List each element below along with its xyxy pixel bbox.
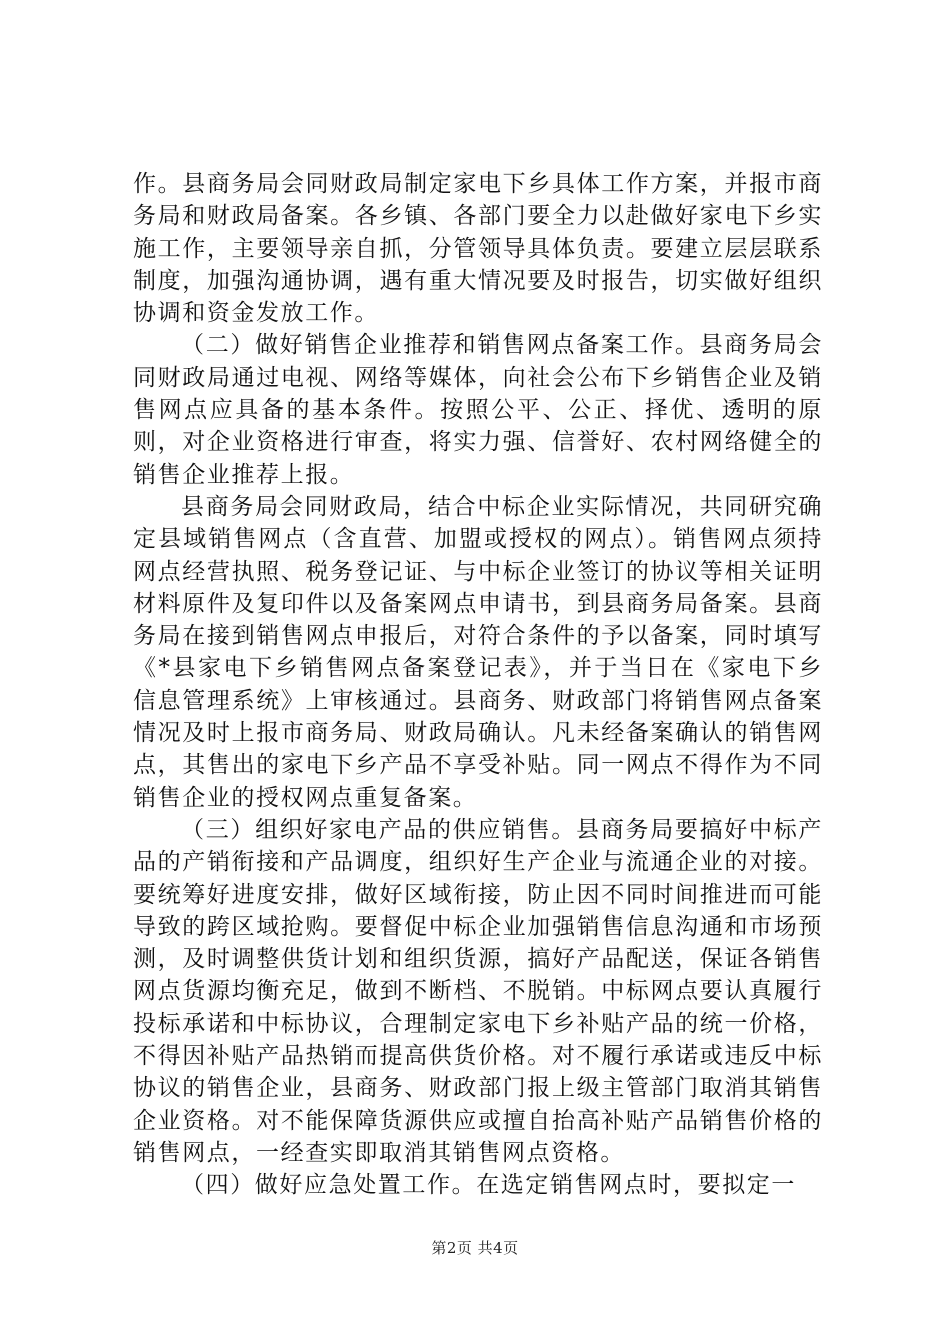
paragraph-5: （四）做好应急处置工作。在选定销售网点时，要拟定一 <box>181 1172 796 1199</box>
page-footer: 第2页 共4页 <box>431 1239 519 1257</box>
paragraph-4: （三）组织好家电产品的供应销售。县商务局要搞好中标产品的产销衔接和产品调度，组织好生产企业与流通企业的对接。要统筹好进度安排，做好区域衔接，防止因不同时间推进而可能导致的跨区域抢购。要督促中标企业加强销售信息沟通和市场预测，及时调整供货计划和组织货源，搞好产品配送，保证各销售网点货源均衡充足，做到不断档、不脱销。中标网点要认真履行投标承诺和中标协议，合理制定家电下乡补贴产品的统一价格，不得因补贴产品热销而提高供货价格。对不履行承诺或违反中标协议的销售企业，县商务、财政部门报上级主管部门取消其销售企业资格。对不能保障货源供应或擅自抬高补贴产品销售价格的销售网点，一经查实即取消其销售网点资格。 <box>133 816 823 1166</box>
document-body <box>133 168 823 1202</box>
paragraph-2: （二）做好销售企业推荐和销售网点备案工作。县商务局会同财政局通过电视、网络等媒体，向社会公布下乡销售企业及销售网点应具备的基本条件。按照公平、公正、择优、透明的原则，对企业资格进行审查，将实力强、信誉好、农村网络健全的销售企业推荐上报。 <box>133 332 823 488</box>
paragraph-1: 作。县商务局会同财政局制定家电下乡具体工作方案，并报市商务局和财政局备案。各乡镇、各部门要全力以赴做好家电下乡实施工作，主要领导亲自抓，分管领导具体负责。要建立层层联系制度，加强沟通协调，遇有重大情况要及时报告，切实做好组织协调和资金发放工作。 <box>133 171 823 327</box>
paragraph-3: 县商务局会同财政局，结合中标企业实际情况，共同研究确定县域销售网点（含直营、加盟或授权的网点）。销售网点须持网点经营执照、税务登记证、与中标企业签订的协议等相关证明材料原件及复印件以及备案网点申请书，到县商务局备案。县商务局在接到销售网点申报后，对符合条件的予以备案，同时填写《*县家电下乡销售网点备案登记表》，并于当日在《家电下乡信息管理系统》上审核通过。县商务、财政部门将销售网点备案情况及时上报市商务局、财政局确认。凡未经备案确认的销售网点，其售出的家电下乡产品不享受补贴。同一网点不得作为不同销售企业的授权网点重复备案。 <box>133 493 823 811</box>
